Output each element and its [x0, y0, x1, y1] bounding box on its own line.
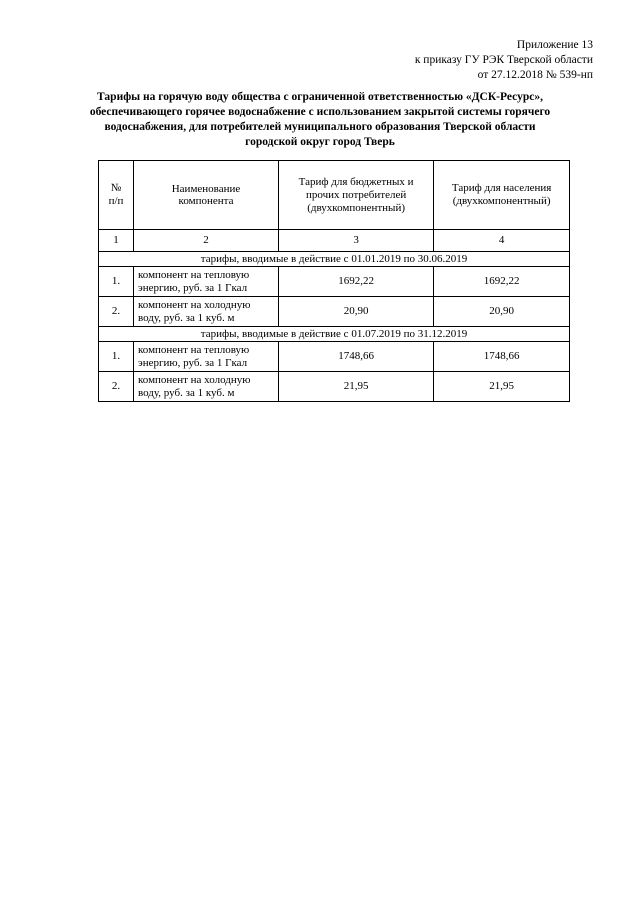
column-number: 2 — [134, 230, 279, 252]
appendix-line: к приказу ГУ РЭК Тверской области — [414, 54, 593, 66]
header-text: № — [110, 182, 122, 194]
table-row — [99, 372, 570, 402]
header-component-name — [134, 161, 279, 230]
population-tariff-value: 1692,22 — [434, 267, 570, 297]
component-name — [134, 267, 279, 297]
table-row — [99, 297, 570, 327]
document-title — [70, 90, 570, 150]
header-text: прочих потребителей — [305, 188, 407, 201]
table-header-row — [99, 161, 570, 230]
budget-tariff-value: 21,95 — [279, 372, 434, 402]
period-row — [99, 327, 570, 342]
table-row — [99, 342, 570, 372]
title-line: обеспечивающего горячее водоснабжение с использованием закрытой системы горячего — [89, 106, 551, 118]
population-tariff-value: 1748,66 — [434, 342, 570, 372]
column-number-row — [99, 230, 570, 252]
column-number: 1 — [99, 230, 134, 252]
row-number: 2. — [99, 297, 134, 327]
component-name-line: компонент на тепловую — [138, 269, 250, 281]
row-number: 1. — [99, 267, 134, 297]
component-name-line: воду, руб. за 1 куб. м — [138, 386, 235, 399]
budget-tariff-value: 1692,22 — [279, 267, 434, 297]
component-name-line: компонент на холодную — [138, 299, 251, 311]
budget-tariff-value: 1748,66 — [279, 342, 434, 372]
component-name-line: компонент на холодную — [138, 374, 251, 386]
title-line: Тарифы на горячую воду общества с ограниченной ответственностью «ДСК-Ресурс», — [97, 91, 543, 103]
header-text: (двухкомпонентный) — [307, 201, 405, 214]
population-tariff-value: 21,95 — [434, 372, 570, 402]
component-name — [134, 297, 279, 327]
header-text: Тариф для бюджетных и — [298, 175, 414, 188]
header-population-tariff — [434, 161, 570, 230]
component-name — [134, 342, 279, 372]
component-name-line: воду, руб. за 1 куб. м — [138, 311, 235, 324]
column-number: 4 — [434, 230, 570, 252]
appendix-reference — [415, 38, 593, 83]
row-number: 1. — [99, 342, 134, 372]
period-label: тарифы, вводимые в действие с 01.07.2019 по 31.12.2019 — [99, 327, 570, 342]
budget-tariff-value: 20,90 — [279, 297, 434, 327]
row-number: 2. — [99, 372, 134, 402]
population-tariff-value: 20,90 — [434, 297, 570, 327]
period-row — [99, 252, 570, 267]
component-name-line: компонент на тепловую — [138, 344, 250, 356]
title-line: водоснабжения, для потребителей муниципального образования Тверской области — [104, 121, 536, 133]
header-text: Наименование — [171, 182, 241, 195]
header-text: Тариф для населения — [451, 182, 552, 194]
header-budget-tariff — [279, 161, 434, 230]
tariff-table — [98, 160, 570, 402]
component-name-line: энергию, руб. за 1 Гкал — [138, 356, 248, 369]
table-row — [99, 267, 570, 297]
period-label: тарифы, вводимые в действие с 01.01.2019 по 30.06.2019 — [99, 252, 570, 267]
header-text: (двухкомпонентный) — [452, 195, 551, 207]
column-number: 3 — [279, 230, 434, 252]
appendix-line: от 27.12.2018 № 539-нп — [477, 69, 593, 81]
appendix-line: Приложение 13 — [516, 39, 593, 51]
component-name-line: энергию, руб. за 1 Гкал — [138, 281, 248, 294]
header-number — [99, 161, 134, 230]
title-line: городской округ город Тверь — [245, 136, 395, 148]
header-text: компонента — [178, 195, 234, 207]
component-name — [134, 372, 279, 402]
header-text: п/п — [108, 195, 124, 207]
